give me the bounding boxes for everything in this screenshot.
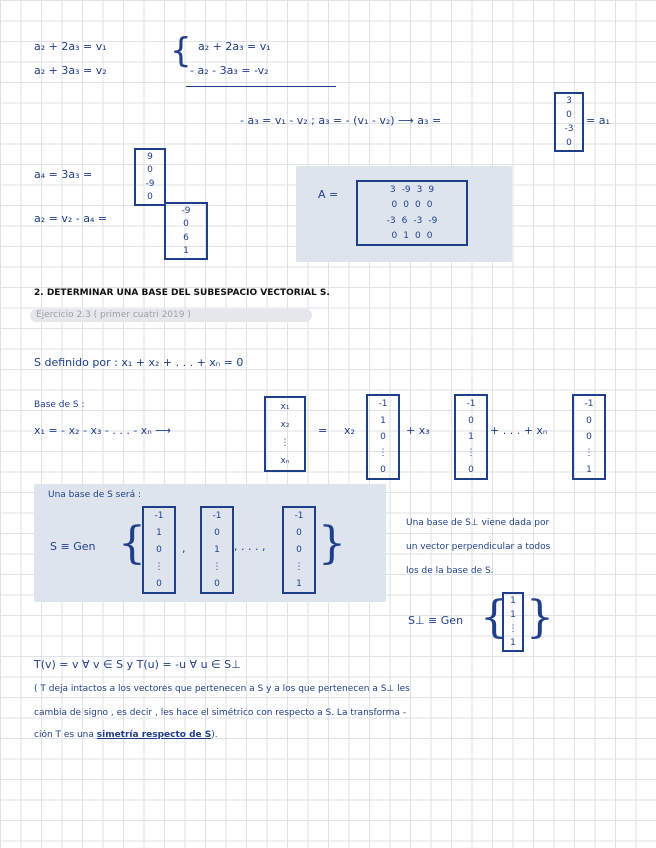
matrix-a-cell: 0: [426, 200, 433, 211]
matrix-a-cell: 0: [426, 231, 433, 242]
vector-x-cell: xₙ: [280, 456, 290, 466]
matrix-a-row: [387, 216, 438, 226]
perp-vector-cell: 1: [510, 596, 516, 606]
a3-vector-cell: -3: [564, 124, 574, 134]
t-note-emphasis: simetría respecto de S: [96, 730, 212, 740]
exercise-tag: Ejercicio 2.3 ( primer cuatri 2019 ): [30, 309, 312, 322]
gen-vector-n-cell: ⋮: [294, 561, 304, 572]
a3-vector-cell: 0: [566, 138, 572, 148]
basis-vector-n-cell: 0: [586, 415, 592, 426]
a4-vector-cell: 0: [147, 192, 153, 203]
a2-vector-cell: 0: [183, 219, 189, 230]
vector-x-cell: x₂: [280, 420, 290, 430]
matrix-a-cell: -3: [386, 215, 396, 226]
matrix-a-cell: 3: [389, 184, 396, 195]
basis-vector-2: [454, 394, 488, 480]
a4-vector: [134, 148, 166, 206]
gen-vector-n-cell: -1: [294, 511, 304, 522]
basis-vector-1-cell: 1: [380, 415, 386, 426]
vector-x-cell: ⋮: [280, 438, 290, 448]
matrix-a-cell: 0: [403, 200, 409, 211]
a2-vector-cell: 1: [183, 246, 189, 257]
perp-vector-cell: 1: [510, 638, 516, 648]
gen-comma-1: ,: [182, 542, 186, 555]
equals-a1: = a₁: [586, 114, 610, 127]
a4-vector-cell: 0: [147, 165, 153, 176]
a4-vector-cell: -9: [145, 178, 155, 189]
basis-vector-2-cell: ⋮: [466, 448, 476, 459]
gen-vector-n-cell: 0: [296, 544, 302, 555]
basis-vector-2-cell: 0: [468, 464, 474, 475]
gen-vector-1-cell: -1: [154, 511, 164, 522]
t-note-line-3-start: ción T es una: [34, 730, 97, 740]
perp-note-line-1: Una base de S⊥ viene dada por: [406, 518, 550, 528]
basis-vector-2-cell: 1: [468, 431, 474, 442]
matrix-a-label: A =: [318, 188, 339, 201]
perp-brace-open: {: [480, 592, 508, 643]
gen-brace-open: {: [118, 518, 146, 569]
basis-vector-n-cell: 1: [586, 464, 592, 475]
a2-vector: [164, 202, 208, 260]
basis-vector-2-cell: -1: [466, 399, 476, 410]
basis-vector-1: [366, 394, 400, 480]
eq-left-1: a₂ + 2a₃ = v₁: [34, 40, 107, 53]
matrix-a-cell: -9: [401, 184, 411, 195]
t-note-line-2: cambia de signo , es decir , les hace el simétrico con respecto a S. La transforma -: [34, 708, 407, 718]
t-note-line-3: [34, 730, 218, 741]
gen-vector-1-cell: ⋮: [154, 561, 164, 572]
matrix-a-cell: 9: [428, 184, 435, 195]
t-definition: T(v) = v ∀ v ∈ S y T(u) = -u ∀ u ∈ S⊥: [34, 658, 241, 671]
gen-vector-n: [282, 506, 316, 594]
gen-vector-2-cell: 0: [214, 578, 220, 589]
gen-vector-2-cell: ⋮: [212, 561, 222, 572]
gen-vector-1-cell: 0: [156, 544, 162, 555]
matrix-a-cell: 1: [403, 231, 409, 242]
basis-vector-1-cell: 0: [380, 431, 386, 442]
matrix-a: [356, 180, 468, 246]
basis-vector-n-cell: 0: [586, 431, 592, 442]
eq-right-1: a₂ + 2a₃ = v₁: [198, 40, 271, 53]
matrix-a-cell: 0: [391, 200, 398, 211]
basis-vector-n-cell: ⋮: [584, 448, 594, 459]
eq-left-2: a₂ + 3a₃ = v₂: [34, 64, 107, 77]
a4-vector-cell: 9: [147, 151, 153, 162]
perp-note-line-3: los de la base de S.: [406, 566, 494, 576]
basis-vector-2-cell: 0: [468, 415, 474, 426]
perp-vector: [502, 592, 524, 652]
s-definition: S definido por : x₁ + x₂ + . . . + xₙ = 0: [34, 356, 244, 369]
vector-x: [264, 396, 306, 472]
x1-expression: x₁ = - x₂ - x₃ - . . . - xₙ ⟶: [34, 424, 171, 437]
matrix-a-row: [390, 185, 434, 195]
matrix-a-row: [392, 200, 433, 210]
matrix-a-cell: 0: [415, 231, 421, 242]
vector-x-cell: x₁: [280, 402, 290, 412]
perp-vector-cell: ⋮: [508, 624, 518, 634]
gen-vector-2-cell: 0: [214, 528, 220, 539]
gen-comma-dots: , . . . ,: [234, 540, 266, 553]
equals-sign: =: [318, 424, 328, 437]
matrix-a-cell: 3: [416, 184, 423, 195]
a2-label: a₂ = v₂ - a₄ =: [34, 212, 108, 225]
gen-label: S ≡ Gen: [50, 540, 96, 553]
perp-vector-cell: 1: [510, 610, 516, 620]
gen-vector-2: [200, 506, 234, 594]
t-note-line-1: ( T deja intactos a los vectores que pertenecen a S y a los que pertenecen a S⊥ les: [34, 684, 410, 694]
matrix-a-cell: -9: [428, 215, 438, 226]
gen-vector-1: [142, 506, 176, 594]
gen-vector-2-cell: 1: [214, 544, 220, 555]
gen-vector-n-cell: 0: [296, 528, 302, 539]
matrix-a-cell: 6: [401, 215, 408, 226]
matrix-a-cell: 0: [415, 200, 421, 211]
eq-right-2: - a₂ - 3a₃ = -v₂: [190, 64, 269, 77]
base-label: Base de S :: [34, 400, 85, 410]
section-2-heading: 2. DETERMINAR UNA BASE DEL SUBESPACIO VECTORIAL S.: [34, 288, 330, 298]
basis-panel-title: Una base de S será :: [48, 490, 142, 500]
a3-vector-cell: 0: [566, 110, 572, 120]
gen-brace-close: }: [318, 518, 346, 569]
gen-vector-1-cell: 0: [156, 578, 162, 589]
a2-vector-cell: -9: [181, 205, 191, 216]
sum-line: [186, 86, 336, 87]
matrix-a-cell: -3: [413, 215, 423, 226]
plus-xn: + . . . + xₙ: [490, 424, 548, 437]
matrix-a-row: [392, 231, 433, 241]
perp-brace-close: }: [526, 592, 554, 643]
perp-gen-label: S⊥ ≡ Gen: [408, 614, 464, 627]
a2-vector-cell: 6: [183, 232, 189, 243]
gen-vector-n-cell: 1: [296, 578, 302, 589]
coef-x2: x₂: [344, 424, 355, 437]
matrix-a-cell: 0: [391, 231, 398, 242]
plus-x3: + x₃: [406, 424, 430, 437]
a3-vector: [554, 92, 584, 152]
basis-vector-1-cell: -1: [378, 399, 388, 410]
basis-vector-1-cell: ⋮: [378, 448, 388, 459]
t-note-line-3-end: ).: [211, 730, 218, 740]
perp-note-line-2: un vector perpendicular a todos: [406, 542, 551, 552]
gen-vector-2-cell: -1: [212, 511, 222, 522]
basis-vector-n-cell: -1: [584, 399, 594, 410]
a4-label: a₄ = 3a₃ =: [34, 168, 93, 181]
basis-vector-n: [572, 394, 606, 480]
result-a3: - a₃ = v₁ - v₂ ; a₃ = - (v₁ - v₂) ⟶ a₃ =: [240, 114, 442, 127]
system-brace: {: [170, 31, 192, 71]
gen-vector-1-cell: 1: [156, 528, 162, 539]
a3-vector-cell: 3: [566, 96, 572, 106]
basis-vector-1-cell: 0: [380, 464, 386, 475]
